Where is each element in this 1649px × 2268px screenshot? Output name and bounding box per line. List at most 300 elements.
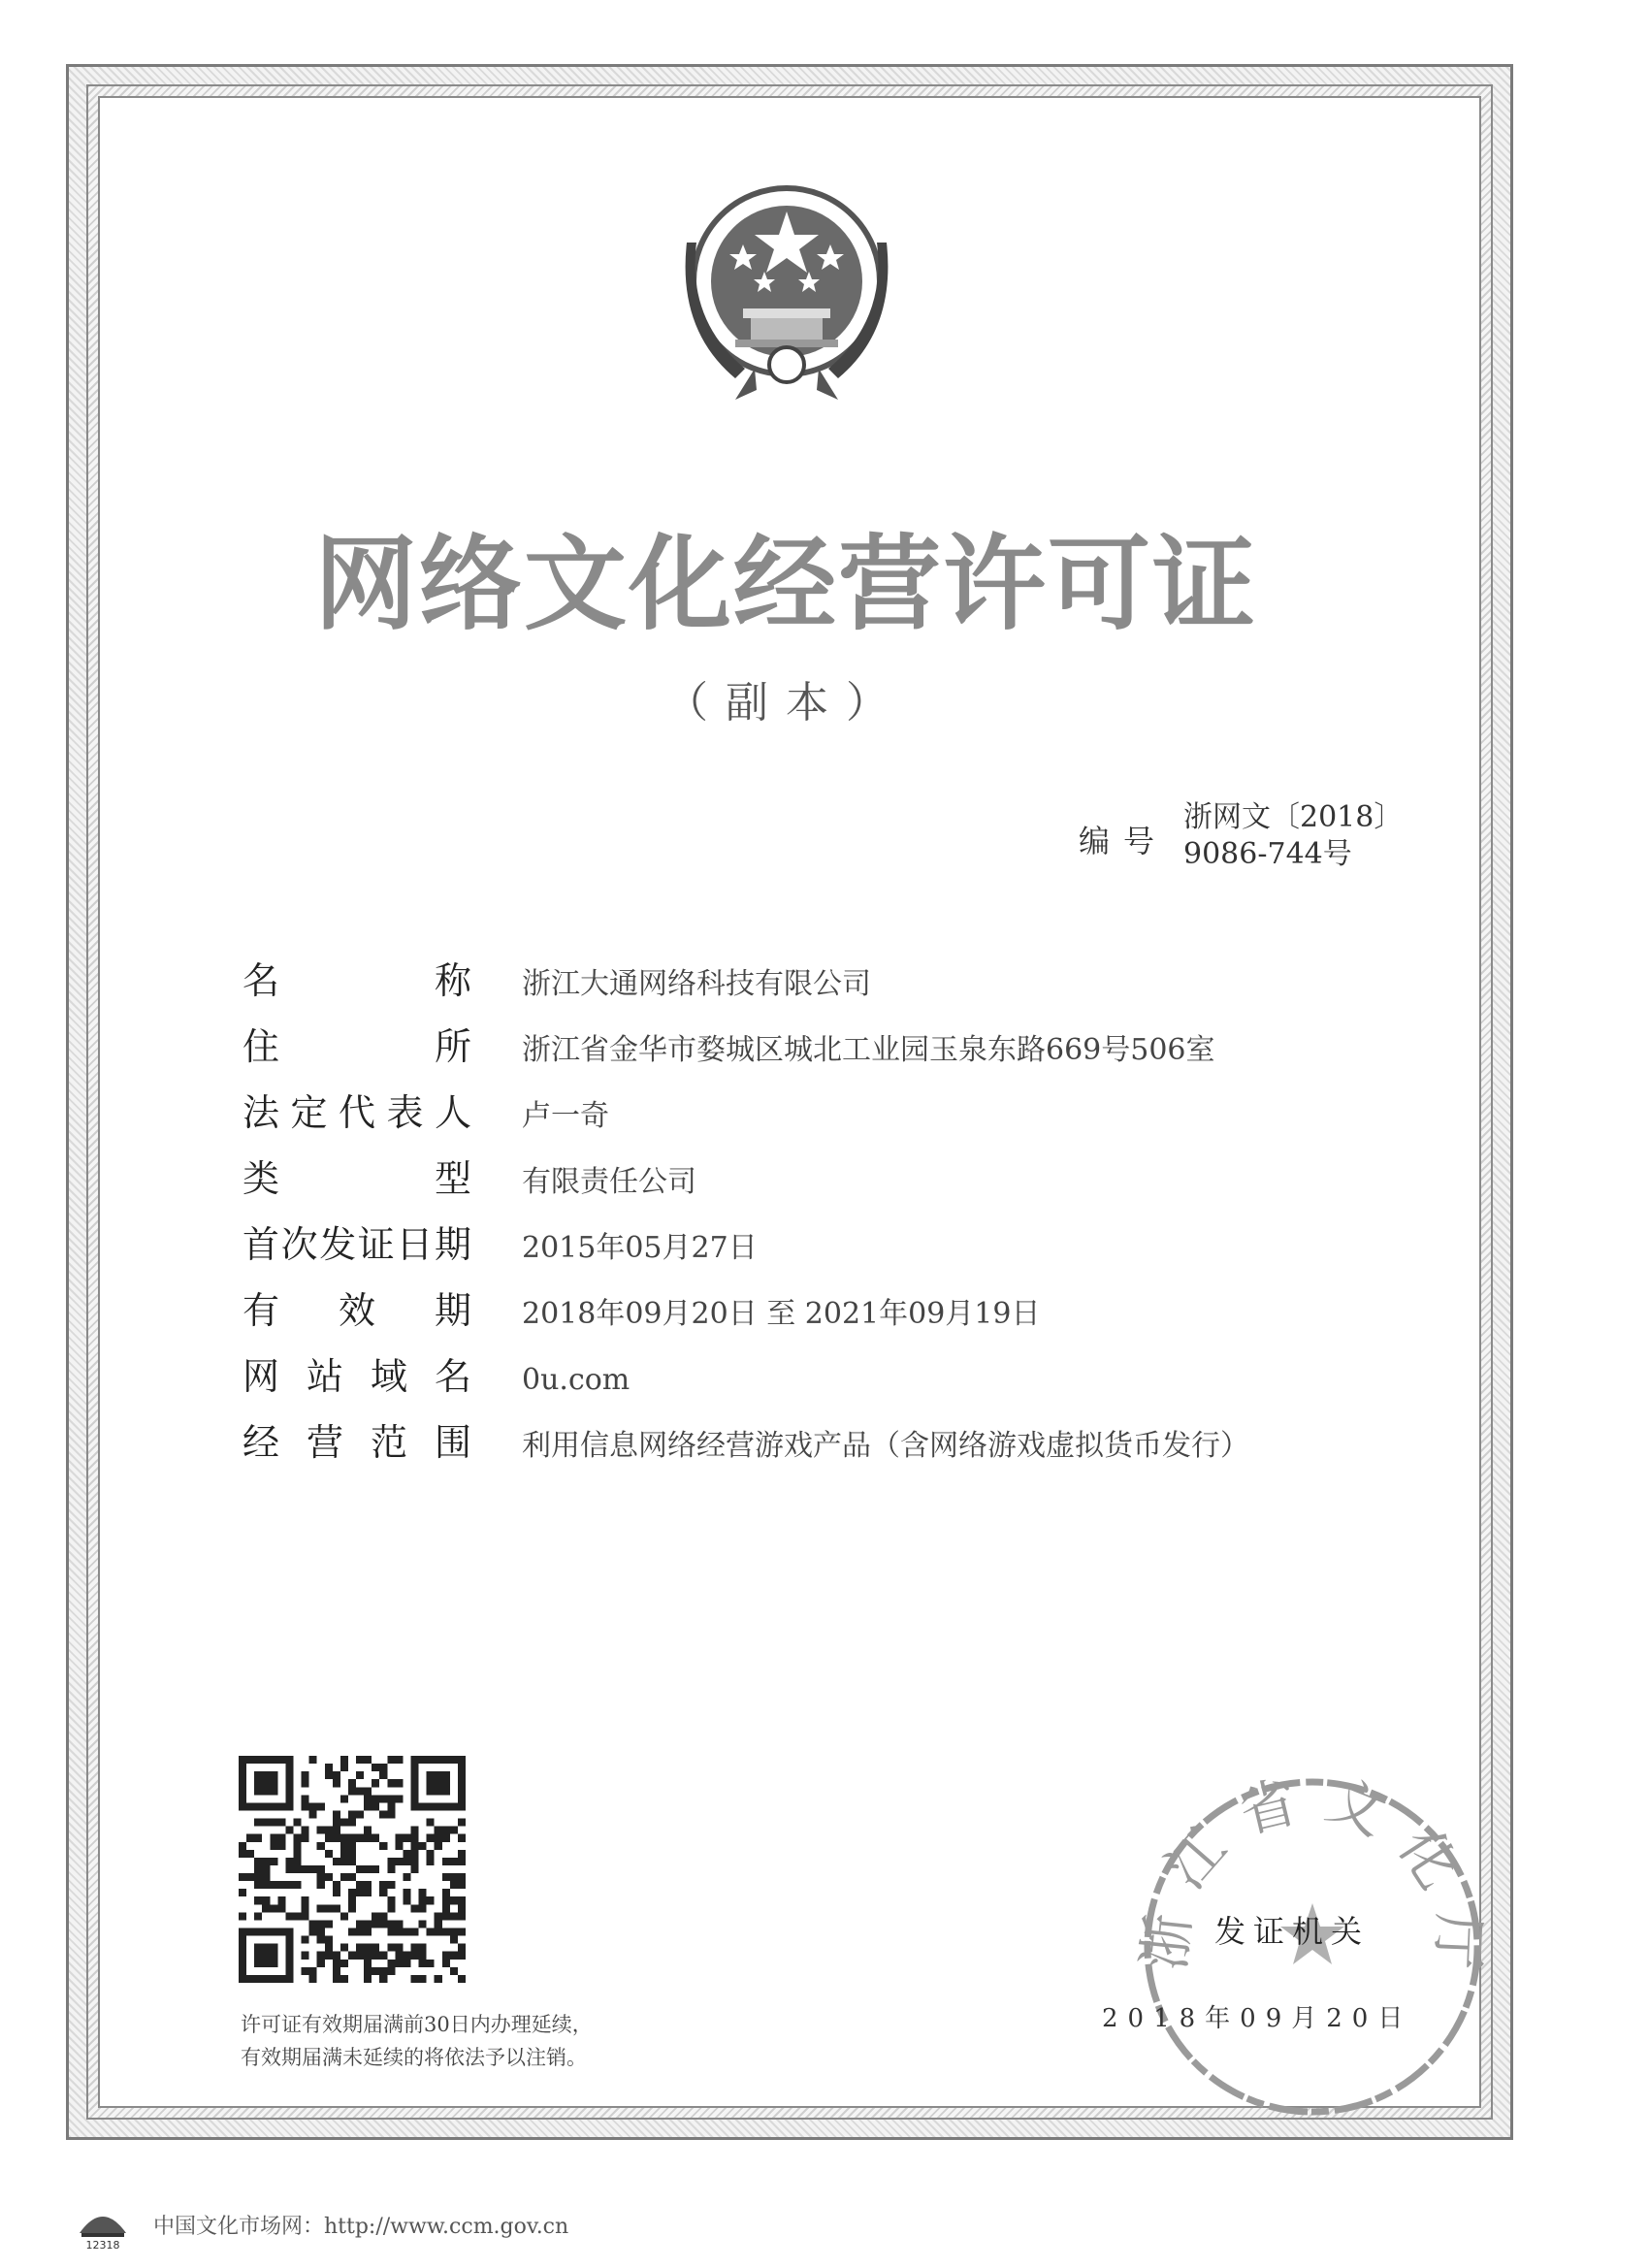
qr-module — [309, 1802, 317, 1810]
badge-number: 12318 — [85, 2239, 120, 2252]
issuing-authority-label: 发证机关 — [1214, 1913, 1371, 1950]
qr-module — [317, 1881, 325, 1889]
issue-date: 2018年09月20日 — [1102, 2004, 1413, 2033]
qr-module — [262, 1881, 270, 1889]
label-char: 人 — [434, 1091, 471, 1134]
qr-module — [333, 1819, 340, 1827]
qr-module — [419, 1904, 427, 1912]
qr-module — [293, 1850, 301, 1858]
notice-line2: 有效期届满未延续的将依法予以注销。 — [241, 2046, 587, 2069]
qr-module — [364, 1889, 372, 1896]
qr-module — [293, 1819, 301, 1827]
qr-module — [309, 1810, 317, 1818]
field-value: 卢一奇 — [522, 1099, 609, 1133]
qr-module — [356, 1756, 364, 1764]
qr-module — [277, 1904, 285, 1912]
qr-module — [442, 1928, 450, 1936]
qr-module — [403, 1928, 410, 1936]
qr-module — [333, 1810, 340, 1818]
field-business-scope — [242, 1412, 1249, 1478]
qr-module — [254, 1896, 262, 1904]
qr-module — [270, 1904, 277, 1912]
label-char: 所 — [434, 1025, 471, 1068]
qr-module — [262, 1896, 270, 1904]
qr-module — [239, 1850, 246, 1858]
footer — [72, 2196, 568, 2252]
qr-module — [395, 1858, 403, 1865]
qr-module — [442, 1904, 450, 1912]
qr-module — [348, 1842, 356, 1850]
qr-module — [387, 1928, 395, 1936]
qr-module — [419, 1889, 427, 1896]
label-char: 代 — [338, 1091, 375, 1134]
certificate-fields — [242, 951, 1249, 1478]
qr-module — [435, 1834, 442, 1842]
qr-module — [450, 1827, 458, 1834]
qr-module — [325, 1904, 333, 1912]
qr-module — [348, 1850, 356, 1858]
qr-module — [356, 1771, 364, 1779]
qr-module — [458, 1952, 466, 1960]
qr-module — [372, 1920, 379, 1928]
qr-module — [285, 1865, 293, 1873]
qr-module — [395, 1756, 403, 1764]
qr-module — [325, 1873, 333, 1881]
qr-module — [435, 1920, 442, 1928]
qr-module — [340, 1960, 348, 1967]
label-char: 期 — [434, 1289, 471, 1332]
qr-module — [285, 1827, 293, 1834]
qr-module — [356, 1834, 364, 1842]
label-char: 围 — [434, 1421, 471, 1464]
label-char: 称 — [434, 959, 471, 1002]
qr-module — [395, 1842, 403, 1850]
qr-module — [403, 1834, 410, 1842]
label-char: 表 — [386, 1091, 424, 1134]
qr-module — [364, 1960, 372, 1967]
qr-module — [403, 1896, 410, 1904]
qr-module — [379, 1920, 387, 1928]
certificate-content — [97, 97, 1493, 2105]
qr-module — [419, 1960, 427, 1967]
field-label — [242, 1412, 471, 1466]
qr-module — [379, 1967, 387, 1975]
qr-module — [364, 1881, 372, 1889]
qr-module — [270, 1858, 277, 1865]
qr-module — [450, 1912, 458, 1920]
qr-module — [427, 1858, 435, 1865]
qr-module — [411, 1827, 419, 1834]
qr-module — [309, 1967, 317, 1975]
qr-module — [285, 1881, 293, 1889]
qr-module — [364, 1952, 372, 1960]
qr-module — [364, 1756, 372, 1764]
qr-module — [442, 1834, 450, 1842]
qr-module — [348, 1889, 356, 1896]
qr-module — [302, 1795, 309, 1802]
qr-module — [277, 1834, 285, 1842]
qr-module — [419, 1896, 427, 1904]
field-website-domain — [242, 1346, 1249, 1412]
qr-module — [262, 1873, 270, 1881]
qr-module — [372, 1834, 379, 1842]
qr-module — [372, 1764, 379, 1771]
qr-module — [270, 1842, 277, 1850]
qr-module — [411, 1944, 419, 1952]
notice-line1: 许可证有效期届满前30日内办理延续， — [241, 2013, 593, 2036]
label-char: 范 — [370, 1421, 407, 1464]
qr-module — [254, 1944, 277, 1967]
qr-module — [419, 1975, 427, 1983]
qr-module — [348, 1896, 356, 1904]
qr-module — [379, 1975, 387, 1983]
qr-module — [387, 1920, 395, 1928]
qr-module — [442, 1858, 450, 1865]
qr-module — [379, 1764, 387, 1771]
qr-module — [419, 1920, 427, 1928]
qr-module — [325, 1936, 333, 1944]
qr-module — [277, 1881, 285, 1889]
label-char: 定 — [290, 1091, 328, 1134]
qr-module — [458, 1873, 466, 1881]
qr-module — [435, 1975, 442, 1983]
qr-module — [302, 1967, 309, 1975]
certificate-number-line1: 浙网文〔2018〕 — [1183, 800, 1404, 834]
qr-module — [356, 1920, 364, 1928]
qr-module — [364, 1944, 372, 1952]
qr-module — [348, 1952, 356, 1960]
qr-module — [387, 1802, 395, 1810]
qr-module — [419, 1944, 427, 1952]
qr-module — [458, 1834, 466, 1842]
qr-module — [348, 1779, 356, 1787]
qr-module — [277, 1896, 285, 1904]
footer-link-text[interactable]: 中国文化市场网：http://www.ccm.gov.cn — [153, 2214, 569, 2239]
qr-module — [458, 1928, 466, 1936]
label-char: 类 — [242, 1157, 280, 1200]
certificate-number-line2: 9086-744号 — [1183, 837, 1352, 871]
qr-module — [317, 1936, 325, 1944]
qr-module — [419, 1952, 427, 1960]
qr-module — [333, 1779, 340, 1787]
qr-module — [325, 1834, 333, 1842]
qr-module — [379, 1889, 387, 1896]
qr-module — [302, 1779, 309, 1787]
qr-module — [356, 1881, 364, 1889]
qr-module — [254, 1834, 262, 1842]
qr-module — [254, 1912, 262, 1920]
qr-module — [254, 1771, 277, 1795]
qr-module — [379, 1912, 387, 1920]
qr-module — [435, 1827, 442, 1834]
qr-module — [239, 1912, 246, 1920]
qr-module — [387, 1810, 395, 1818]
qr-module — [364, 1928, 372, 1936]
qr-module — [309, 1920, 317, 1928]
qr-module — [302, 1827, 309, 1834]
qr-module — [403, 1858, 410, 1865]
qr-module — [293, 1858, 301, 1865]
label-char: 名 — [242, 959, 280, 1002]
field-value: 利用信息网络经营游戏产品（含网络游戏虚拟货币发行） — [522, 1429, 1249, 1463]
label-char: 站 — [306, 1355, 343, 1398]
qr-module — [395, 1952, 403, 1960]
qr-module — [348, 1873, 356, 1881]
certificate-subtitle: （副本） — [665, 678, 906, 728]
qr-module — [387, 1967, 395, 1975]
qr-module — [356, 1787, 364, 1795]
qr-module — [293, 1834, 301, 1842]
qr-module — [427, 1960, 435, 1967]
qr-module — [364, 1834, 372, 1842]
qr-module — [450, 1967, 458, 1975]
seal-text: 浙江省文化厅 — [1130, 1764, 1493, 1993]
qr-module — [302, 1865, 309, 1873]
qr-module — [411, 1928, 419, 1936]
qr-module — [450, 1896, 458, 1904]
qr-module — [387, 1881, 395, 1889]
qr-module — [317, 1842, 325, 1850]
qr-module — [379, 1881, 387, 1889]
qr-module — [333, 1960, 340, 1967]
qr-module — [239, 1889, 246, 1896]
qr-module — [340, 1764, 348, 1771]
qr-module — [435, 1912, 442, 1920]
qr-module — [348, 1928, 356, 1936]
qr-module — [442, 1873, 450, 1881]
qr-module — [427, 1834, 435, 1842]
qr-module — [379, 1795, 387, 1802]
qr-module — [254, 1819, 262, 1827]
certificate-number-label: 编号 — [1079, 823, 1169, 859]
qr-module — [387, 1865, 395, 1873]
qr-module — [356, 1952, 364, 1960]
qr-module — [403, 1873, 410, 1881]
qr-module — [302, 1834, 309, 1842]
qr-module — [395, 1795, 403, 1802]
qr-module — [364, 1787, 372, 1795]
qr-module — [364, 1920, 372, 1928]
certificate-number — [1183, 799, 1403, 873]
label-char: 次 — [280, 1223, 318, 1266]
qr-module — [325, 1764, 333, 1771]
field-value: 2015年05月27日 — [522, 1231, 758, 1265]
qr-module — [325, 1920, 333, 1928]
qr-module — [364, 1795, 372, 1802]
field-label — [242, 1280, 471, 1334]
qr-module — [309, 1756, 317, 1764]
qr-module — [340, 1819, 348, 1827]
qr-module — [450, 1873, 458, 1881]
qr-module — [364, 1802, 372, 1810]
qr-module — [325, 1944, 333, 1952]
qr-module — [270, 1819, 277, 1827]
qr-module — [458, 1819, 466, 1827]
qr-module — [372, 1779, 379, 1787]
qr-module — [348, 1819, 356, 1827]
qr-module — [387, 1944, 395, 1952]
qr-module — [387, 1858, 395, 1865]
qr-module — [372, 1967, 379, 1975]
qr-module — [285, 1858, 293, 1865]
qr-module — [333, 1975, 340, 1983]
qr-module — [450, 1881, 458, 1889]
qr-module — [395, 1779, 403, 1787]
qr-module — [333, 1881, 340, 1889]
label-char: 效 — [338, 1289, 375, 1332]
qr-module — [427, 1819, 435, 1827]
label-char: 法 — [242, 1091, 280, 1134]
qr-module — [254, 1873, 262, 1881]
qr-module — [333, 1904, 340, 1912]
qr-module — [364, 1967, 372, 1975]
qr-module — [317, 1873, 325, 1881]
label-char: 网 — [242, 1355, 280, 1398]
qr-module — [270, 1834, 277, 1842]
qr-module — [309, 1975, 317, 1983]
qr-module — [379, 1810, 387, 1818]
qr-module — [302, 1904, 309, 1912]
qr-module — [293, 1865, 301, 1873]
qr-module — [317, 1928, 325, 1936]
qr-module — [340, 1842, 348, 1850]
field-value: 0u.com — [522, 1363, 630, 1397]
qr-module — [246, 1873, 254, 1881]
field-first-issue-date — [242, 1215, 1249, 1280]
qr-module — [458, 1944, 466, 1952]
qr-module — [309, 1865, 317, 1873]
svg-text:浙江省文化厅 — [1131, 1764, 1493, 1993]
qr-module — [254, 1865, 262, 1873]
qr-module — [340, 1858, 348, 1865]
qr-module — [333, 1827, 340, 1834]
field-label — [242, 1083, 471, 1136]
qr-module — [387, 1756, 395, 1764]
qr-module — [435, 1842, 442, 1850]
qr-module — [372, 1802, 379, 1810]
field-value: 有限责任公司 — [522, 1165, 696, 1199]
label-char: 经 — [242, 1421, 280, 1464]
qr-module — [262, 1858, 270, 1865]
qr-module — [364, 1827, 372, 1834]
qr-module — [458, 1975, 466, 1983]
qr-module — [333, 1952, 340, 1960]
qr-module — [246, 1850, 254, 1858]
qr-module — [262, 1865, 270, 1873]
field-label — [242, 1215, 471, 1268]
label-char: 证 — [357, 1223, 395, 1266]
qr-module — [246, 1834, 254, 1842]
qr-module — [325, 1827, 333, 1834]
field-label — [242, 1346, 471, 1400]
qr-module — [317, 1960, 325, 1967]
qr-module — [379, 1952, 387, 1960]
qr-module — [293, 1912, 301, 1920]
qr-module — [458, 1858, 466, 1865]
field-address — [242, 1017, 1249, 1083]
qr-module — [458, 1850, 466, 1858]
qr-module — [395, 1928, 403, 1936]
qr-module — [348, 1810, 356, 1818]
qr-module — [411, 1850, 419, 1858]
qr-module — [450, 1858, 458, 1865]
qr-module — [356, 1865, 364, 1873]
qr-module — [302, 1802, 309, 1810]
qr-module — [277, 1842, 285, 1850]
qr-module — [372, 1912, 379, 1920]
qr-module — [285, 1912, 293, 1920]
qr-module — [379, 1771, 387, 1779]
qr-module — [270, 1881, 277, 1889]
qr-module — [411, 1904, 419, 1912]
qr-module — [403, 1960, 410, 1967]
qr-module — [442, 1827, 450, 1834]
label-char: 发 — [319, 1223, 357, 1266]
field-validity-period — [242, 1280, 1249, 1346]
qr-module — [293, 1842, 301, 1850]
qr-module — [309, 1928, 317, 1936]
qr-module — [293, 1881, 301, 1889]
qr-module — [427, 1928, 435, 1936]
qr-module — [239, 1842, 246, 1850]
qr-module — [254, 1858, 262, 1865]
qr-module — [387, 1795, 395, 1802]
qr-module — [333, 1889, 340, 1896]
qr-module — [302, 1771, 309, 1779]
field-type — [242, 1149, 1249, 1215]
qr-module — [387, 1896, 395, 1904]
national-emblem-icon — [667, 175, 906, 404]
qr-module — [387, 1960, 395, 1967]
qr-module — [262, 1819, 270, 1827]
qr-module — [317, 1802, 325, 1810]
qr-module — [372, 1944, 379, 1952]
field-label — [242, 1017, 471, 1070]
field-value: 浙江大通网络科技有限公司 — [522, 967, 871, 1001]
qr-module — [442, 1889, 450, 1896]
qr-module — [348, 1904, 356, 1912]
culture-market-logo-icon — [72, 2196, 134, 2252]
qr-module — [333, 1858, 340, 1865]
qr-module — [411, 1865, 419, 1873]
qr-module — [340, 1912, 348, 1920]
qr-module — [427, 1896, 435, 1904]
qr-module — [411, 1842, 419, 1850]
qr-module — [411, 1858, 419, 1865]
renewal-notice — [241, 2008, 593, 2074]
qr-module — [325, 1952, 333, 1960]
qr-module — [356, 1889, 364, 1896]
qr-module — [387, 1779, 395, 1787]
qr-module — [340, 1975, 348, 1983]
qr-module — [450, 1936, 458, 1944]
certificate-title: 网络文化经营许可证 — [314, 523, 1257, 644]
qr-module — [317, 1827, 325, 1834]
qr-module — [333, 1967, 340, 1975]
qr-module — [333, 1834, 340, 1842]
qr-module — [403, 1952, 410, 1960]
qr-module — [302, 1912, 309, 1920]
label-char: 首 — [242, 1223, 280, 1266]
field-value: 浙江省金华市婺城区城北工业园玉泉东路669号506室 — [522, 1033, 1215, 1067]
qr-module — [372, 1795, 379, 1802]
label-char: 营 — [306, 1421, 343, 1464]
label-char: 有 — [242, 1289, 280, 1332]
qr-module — [403, 1850, 410, 1858]
qr-module — [411, 1834, 419, 1842]
qr-module — [403, 1889, 410, 1896]
qr-module — [442, 1912, 450, 1920]
